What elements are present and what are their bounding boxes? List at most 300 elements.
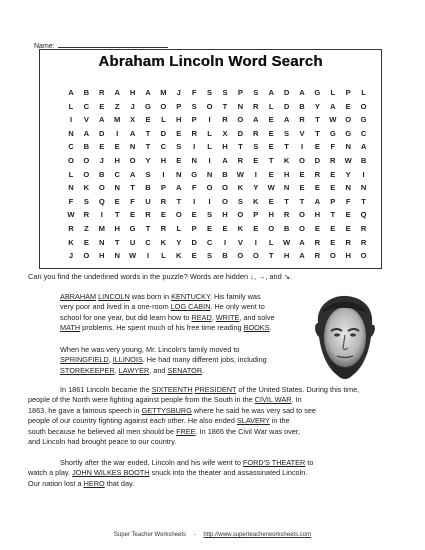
- grid-letter[interactable]: U: [145, 196, 151, 206]
- grid-letter[interactable]: B: [83, 142, 90, 152]
- grid-letter[interactable]: P: [253, 210, 259, 220]
- grid-letter[interactable]: O: [329, 251, 336, 261]
- grid-letter[interactable]: E: [145, 115, 151, 125]
- grid-letter[interactable]: E: [268, 142, 274, 152]
- grid-letter[interactable]: I: [162, 169, 165, 179]
- grid-letter[interactable]: E: [345, 101, 351, 111]
- grid-letter[interactable]: M: [114, 115, 121, 125]
- grid-letter[interactable]: G: [129, 224, 136, 233]
- grid-letter[interactable]: T: [268, 251, 274, 261]
- grid-letter[interactable]: N: [114, 251, 120, 261]
- grid-letter[interactable]: P: [237, 88, 243, 97]
- grid-letter[interactable]: G: [345, 128, 352, 138]
- grid-letter[interactable]: E: [176, 156, 182, 165]
- grid-letter[interactable]: O: [206, 101, 213, 111]
- vocabulary-word: KENTUCKY: [171, 292, 210, 301]
- lincoln-portrait-image: [310, 293, 380, 383]
- grid-letter[interactable]: I: [208, 115, 211, 125]
- grid-letter[interactable]: E: [222, 224, 228, 233]
- grid-letter[interactable]: Y: [314, 101, 320, 111]
- grid-letter[interactable]: X: [222, 128, 228, 138]
- grid-letter[interactable]: N: [68, 128, 74, 138]
- grid-letter[interactable]: Y: [176, 237, 182, 247]
- grid-letter[interactable]: I: [254, 169, 257, 179]
- grid-letter[interactable]: O: [98, 183, 105, 193]
- grid-letter[interactable]: N: [129, 142, 136, 152]
- grid-letter[interactable]: G: [314, 88, 321, 97]
- grid-letter[interactable]: E: [314, 142, 320, 152]
- paragraph-line: [60, 302, 275, 312]
- grid-letter[interactable]: K: [237, 183, 244, 193]
- grid-letter[interactable]: E: [176, 128, 182, 138]
- text-segment: people of the North were fighting against people from the South in the: [28, 395, 255, 405]
- grid-row: [62, 196, 366, 211]
- grid-letter[interactable]: R: [330, 156, 336, 165]
- grid-letter[interactable]: J: [68, 251, 74, 261]
- grid-letter[interactable]: L: [207, 142, 212, 152]
- grid-letter[interactable]: E: [314, 183, 320, 193]
- grid-letter[interactable]: O: [175, 210, 182, 220]
- grid-letter[interactable]: L: [361, 88, 366, 97]
- grid-letter[interactable]: O: [206, 183, 213, 193]
- grid-letter[interactable]: F: [68, 196, 74, 206]
- grid-letter[interactable]: S: [253, 88, 259, 97]
- grid-letter[interactable]: I: [208, 156, 211, 165]
- grid-letter[interactable]: T: [114, 237, 120, 247]
- grid-letter[interactable]: W: [283, 237, 291, 247]
- grid-letter[interactable]: T: [176, 196, 182, 206]
- grid-letter[interactable]: D: [160, 128, 167, 138]
- grid-letter[interactable]: O: [299, 210, 305, 220]
- grid-letter[interactable]: T: [222, 101, 228, 111]
- grid-letter[interactable]: O: [129, 156, 136, 165]
- grid-letter[interactable]: E: [299, 183, 305, 193]
- grid-letter[interactable]: T: [238, 142, 243, 152]
- grid-letter[interactable]: O: [360, 251, 367, 261]
- grid-letter[interactable]: T: [114, 210, 120, 220]
- grid-letter[interactable]: K: [237, 224, 244, 233]
- grid-letter[interactable]: E: [268, 128, 274, 138]
- grid-letter[interactable]: J: [176, 88, 181, 97]
- grid-letter[interactable]: B: [222, 251, 228, 261]
- grid-letter[interactable]: N: [114, 183, 120, 193]
- vocabulary-word: FREE: [176, 426, 196, 436]
- grid-letter[interactable]: K: [176, 251, 182, 261]
- grid-letter[interactable]: H: [222, 210, 228, 220]
- text-segment: . He had many different jobs, including: [142, 355, 267, 365]
- grid-letter[interactable]: S: [191, 101, 197, 111]
- grid-letter[interactable]: A: [330, 101, 336, 111]
- paragraph-line: [28, 479, 313, 489]
- grid-letter[interactable]: J: [99, 156, 104, 165]
- grid-letter[interactable]: I: [69, 115, 73, 125]
- grid-letter[interactable]: N: [360, 183, 367, 193]
- grid-letter[interactable]: S: [207, 251, 213, 261]
- grid-letter[interactable]: A: [268, 88, 274, 97]
- grid-letter[interactable]: O: [360, 101, 367, 111]
- grid-letter[interactable]: F: [191, 88, 197, 97]
- grid-letter[interactable]: N: [206, 169, 213, 179]
- grid-letter[interactable]: I: [100, 210, 103, 220]
- grid-letter[interactable]: E: [330, 169, 336, 179]
- grid-letter[interactable]: E: [299, 169, 305, 179]
- grid-letter[interactable]: D: [99, 128, 105, 138]
- grid-letter[interactable]: E: [114, 196, 120, 206]
- grid-letter[interactable]: W: [129, 251, 137, 261]
- puzzle-frame: [39, 49, 382, 269]
- grid-letter[interactable]: E: [253, 156, 259, 165]
- grid-row: [62, 210, 367, 224]
- vocabulary-word: LAWYER: [118, 365, 150, 375]
- grid-letter[interactable]: C: [83, 101, 90, 111]
- grid-letter[interactable]: E: [207, 224, 213, 233]
- grid-letter[interactable]: I: [193, 142, 196, 152]
- grid-letter[interactable]: Y: [145, 156, 151, 165]
- grid-letter[interactable]: C: [145, 237, 151, 247]
- grid-letter[interactable]: T: [315, 115, 320, 125]
- grid-letter[interactable]: O: [345, 115, 352, 125]
- grid-letter[interactable]: L: [207, 128, 212, 138]
- grid-letter[interactable]: H: [345, 251, 351, 261]
- vocabulary-word: HERO: [83, 478, 105, 488]
- grid-letter[interactable]: E: [330, 183, 336, 193]
- paragraph-line: [28, 406, 359, 416]
- grid-letter[interactable]: S: [284, 128, 290, 138]
- grid-letter[interactable]: N: [345, 142, 351, 152]
- grid-letter[interactable]: A: [129, 128, 136, 138]
- grid-letter[interactable]: I: [223, 237, 227, 247]
- grid-letter[interactable]: R: [160, 196, 167, 206]
- grid-letter[interactable]: R: [222, 115, 228, 125]
- grid-letter[interactable]: I: [254, 237, 257, 247]
- grid-letter[interactable]: I: [116, 128, 119, 138]
- text-segment: in the: [269, 416, 290, 426]
- grid-letter[interactable]: T: [330, 210, 336, 220]
- text-segment: . His family was: [209, 292, 261, 301]
- grid-letter[interactable]: D: [314, 156, 321, 165]
- grid-letter[interactable]: A: [299, 88, 305, 97]
- vocabulary-word: FORD'S THEATER: [242, 458, 306, 467]
- grid-letter[interactable]: E: [268, 115, 274, 125]
- grid-letter[interactable]: W: [67, 210, 75, 220]
- grid-letter[interactable]: A: [129, 169, 136, 179]
- grid-letter[interactable]: B: [145, 183, 151, 193]
- grid-letter[interactable]: R: [145, 210, 151, 220]
- grid-letter[interactable]: A: [99, 115, 105, 125]
- grid-letter[interactable]: R: [345, 237, 351, 247]
- grid-letter[interactable]: R: [253, 101, 259, 111]
- grid-letter[interactable]: A: [176, 183, 182, 193]
- grid-letter[interactable]: I: [300, 142, 304, 152]
- grid-letter[interactable]: T: [268, 156, 274, 165]
- grid-letter[interactable]: P: [160, 183, 166, 193]
- footer-url-link[interactable]: http://www.superteacherworksheets.com: [203, 532, 312, 538]
- grid-letter[interactable]: N: [68, 183, 74, 193]
- grid-letter[interactable]: Z: [114, 101, 120, 111]
- grid-letter[interactable]: D: [283, 88, 290, 97]
- grid-letter[interactable]: S: [145, 169, 151, 179]
- grid-letter[interactable]: Q: [360, 210, 367, 220]
- grid-row: [62, 251, 367, 265]
- grid-letter[interactable]: E: [345, 210, 351, 220]
- grid-letter[interactable]: E: [130, 210, 136, 220]
- grid-letter[interactable]: E: [345, 224, 351, 233]
- text-segment: ,: [108, 355, 113, 365]
- grid-letter[interactable]: L: [268, 101, 274, 111]
- grid-letter[interactable]: P: [345, 88, 351, 97]
- grid-letter[interactable]: B: [283, 224, 290, 233]
- paragraph-presidency: [28, 385, 359, 447]
- grid-letter[interactable]: R: [99, 88, 105, 97]
- vocabulary-word: MATH: [60, 323, 81, 333]
- grid-letter[interactable]: H: [268, 210, 274, 220]
- grid-letter[interactable]: C: [360, 128, 367, 138]
- grid-letter[interactable]: H: [114, 224, 120, 233]
- grid-letter[interactable]: A: [283, 115, 290, 125]
- grid-letter[interactable]: R: [160, 224, 167, 233]
- grid-letter[interactable]: L: [68, 101, 74, 111]
- paragraph-line: [60, 323, 275, 333]
- grid-letter[interactable]: E: [160, 210, 166, 220]
- grid-letter[interactable]: B: [360, 156, 367, 165]
- grid-letter[interactable]: R: [253, 128, 259, 138]
- grid-letter[interactable]: R: [314, 237, 321, 247]
- grid-letter[interactable]: O: [222, 196, 228, 206]
- grid-letter[interactable]: A: [314, 196, 321, 206]
- text-segment: When he was very young, Mr. Lincoln's family moved to: [60, 345, 240, 354]
- grid-letter[interactable]: O: [222, 183, 228, 193]
- grid-letter[interactable]: I: [146, 251, 150, 261]
- grid-letter[interactable]: K: [83, 183, 90, 193]
- grid-row: [62, 101, 367, 116]
- grid-letter[interactable]: C: [68, 142, 74, 152]
- grid-letter[interactable]: R: [360, 237, 367, 247]
- grid-letter[interactable]: R: [237, 156, 244, 165]
- grid-letter[interactable]: E: [253, 224, 259, 233]
- grid-letter[interactable]: K: [68, 237, 74, 247]
- grid-letter[interactable]: T: [361, 196, 366, 206]
- grid-letter[interactable]: M: [160, 88, 167, 97]
- grid-letter[interactable]: H: [129, 88, 136, 97]
- grid-letter[interactable]: O: [299, 156, 305, 165]
- grid-letter[interactable]: T: [145, 142, 151, 152]
- grid-letter[interactable]: U: [129, 237, 136, 247]
- grid-letter[interactable]: E: [268, 196, 274, 206]
- grid-letter[interactable]: H: [99, 251, 105, 261]
- grid-letter[interactable]: B: [299, 101, 305, 111]
- grid-letter[interactable]: R: [83, 210, 90, 220]
- grid-letter[interactable]: S: [207, 210, 213, 220]
- grid-letter[interactable]: A: [83, 128, 90, 138]
- name-blank-line[interactable]: [58, 40, 168, 48]
- grid-letter[interactable]: T: [284, 142, 289, 152]
- grid-letter[interactable]: F: [345, 196, 351, 206]
- paragraph-springfield: [60, 345, 267, 376]
- grid-letter[interactable]: A: [114, 88, 120, 97]
- grid-letter[interactable]: R: [314, 169, 321, 179]
- grid-letter[interactable]: A: [299, 251, 305, 261]
- grid-letter[interactable]: D: [283, 101, 290, 111]
- grid-letter[interactable]: P: [191, 224, 197, 233]
- grid-letter[interactable]: L: [176, 224, 182, 233]
- grid-letter[interactable]: A: [145, 88, 151, 97]
- grid-letter[interactable]: J: [130, 101, 135, 111]
- grid-letter[interactable]: R: [314, 251, 321, 261]
- grid-letter[interactable]: S: [253, 142, 259, 152]
- grid-letter[interactable]: E: [99, 101, 105, 111]
- grid-letter[interactable]: H: [283, 251, 290, 261]
- grid-letter[interactable]: X: [130, 115, 136, 125]
- grid-letter[interactable]: E: [191, 210, 197, 220]
- footer-brand: Super Teacher Worksheets: [113, 532, 187, 538]
- grid-letter[interactable]: E: [314, 224, 320, 233]
- grid-letter[interactable]: N: [99, 237, 105, 247]
- grid-letter[interactable]: L: [68, 169, 74, 179]
- grid-letter[interactable]: R: [360, 224, 367, 233]
- grid-letter[interactable]: E: [191, 251, 197, 261]
- grid-letter[interactable]: T: [145, 224, 151, 233]
- grid-letter[interactable]: N: [345, 183, 351, 193]
- grid-letter[interactable]: S: [207, 88, 213, 97]
- grid-letter[interactable]: E: [114, 142, 120, 152]
- grid-letter[interactable]: R: [191, 128, 197, 138]
- grid-letter[interactable]: O: [83, 156, 90, 165]
- paragraph-assassination: [28, 458, 313, 489]
- paragraph-line: [28, 427, 359, 437]
- grid-letter[interactable]: G: [145, 101, 151, 111]
- grid-letter[interactable]: W: [344, 156, 352, 165]
- grid-letter[interactable]: F: [330, 142, 336, 152]
- grid-letter[interactable]: T: [299, 196, 305, 206]
- footer-separator: -: [193, 532, 196, 538]
- grid-letter[interactable]: H: [160, 156, 167, 165]
- grid-letter[interactable]: P: [330, 196, 336, 206]
- grid-letter[interactable]: C: [206, 237, 213, 247]
- grid-letter[interactable]: H: [314, 210, 321, 220]
- grid-letter[interactable]: W: [236, 169, 244, 179]
- grid-letter[interactable]: G: [329, 128, 336, 138]
- grid-letter[interactable]: H: [176, 115, 182, 125]
- grid-letter[interactable]: N: [237, 101, 244, 111]
- grid-letter[interactable]: Y: [345, 169, 351, 179]
- grid-letter[interactable]: S: [83, 196, 89, 206]
- grid-letter[interactable]: O: [299, 224, 305, 233]
- grid-letter[interactable]: O: [237, 251, 244, 261]
- grid-letter[interactable]: B: [99, 169, 105, 179]
- grid-letter[interactable]: S: [176, 142, 182, 152]
- grid-letter[interactable]: G: [360, 115, 367, 125]
- vocabulary-word: SPRINGFIELD: [60, 355, 109, 365]
- grid-letter[interactable]: T: [130, 183, 135, 193]
- grid-letter[interactable]: K: [283, 156, 290, 165]
- grid-letter[interactable]: Z: [84, 224, 89, 233]
- grid-letter[interactable]: O: [83, 251, 90, 261]
- grid-letter[interactable]: N: [191, 156, 197, 165]
- grid-letter[interactable]: E: [268, 169, 274, 179]
- grid-letter[interactable]: I: [208, 196, 211, 206]
- grid-letter[interactable]: H: [114, 156, 120, 165]
- grid-letter[interactable]: R: [299, 115, 305, 125]
- grid-letter[interactable]: S: [237, 196, 243, 206]
- grid-letter[interactable]: T: [145, 128, 151, 138]
- grid-letter[interactable]: R: [283, 210, 290, 220]
- grid-letter[interactable]: E: [330, 237, 336, 247]
- grid-letter[interactable]: H: [283, 169, 290, 179]
- grid-letter[interactable]: P: [191, 115, 197, 125]
- grid-letter[interactable]: L: [161, 251, 166, 261]
- grid-letter[interactable]: O: [237, 115, 244, 125]
- grid-letter[interactable]: V: [237, 237, 243, 247]
- grid-letter[interactable]: O: [160, 101, 167, 111]
- grid-letter[interactable]: A: [222, 156, 228, 165]
- paragraph-line: [28, 437, 359, 447]
- grid-letter[interactable]: E: [83, 237, 89, 247]
- grid-letter[interactable]: W: [329, 115, 337, 125]
- grid-letter[interactable]: M: [98, 224, 105, 233]
- grid-letter[interactable]: E: [99, 142, 105, 152]
- grid-letter[interactable]: G: [191, 169, 198, 179]
- grid-letter[interactable]: B: [222, 169, 228, 179]
- grid-letter[interactable]: D: [191, 237, 197, 247]
- text-segment: problems. He spent much of his free time reading: [80, 323, 244, 333]
- grid-letter[interactable]: O: [252, 251, 259, 261]
- grid-letter[interactable]: L: [161, 115, 166, 125]
- grid-letter[interactable]: T: [315, 128, 320, 138]
- grid-row: [62, 115, 367, 129]
- grid-letter[interactable]: A: [68, 88, 74, 97]
- vocabulary-word: WRITE: [215, 312, 240, 322]
- grid-letter[interactable]: C: [114, 169, 120, 179]
- grid-letter[interactable]: F: [130, 196, 135, 206]
- text-segment: Our nation lost a: [28, 478, 84, 488]
- grid-letter[interactable]: B: [83, 88, 90, 97]
- grid-letter[interactable]: O: [68, 156, 74, 165]
- grid-letter[interactable]: V: [83, 115, 89, 125]
- grid-letter[interactable]: D: [237, 128, 244, 138]
- grid-letter[interactable]: N: [176, 169, 182, 179]
- grid-letter[interactable]: K: [253, 196, 259, 206]
- grid-letter[interactable]: C: [160, 142, 167, 152]
- grid-letter[interactable]: W: [267, 183, 275, 193]
- grid-letter[interactable]: F: [191, 183, 197, 193]
- grid-letter[interactable]: A: [299, 237, 305, 247]
- grid-letter[interactable]: Q: [98, 196, 105, 206]
- grid-letter[interactable]: I: [193, 196, 196, 206]
- grid-letter[interactable]: S: [222, 88, 228, 97]
- text-segment: . He only went to: [210, 302, 265, 312]
- paragraph-line: [60, 345, 267, 355]
- grid-letter[interactable]: O: [268, 224, 275, 233]
- grid-letter[interactable]: A: [253, 115, 259, 125]
- grid-letter[interactable]: O: [83, 169, 90, 179]
- grid-letter[interactable]: I: [362, 169, 365, 179]
- grid-letter[interactable]: H: [222, 142, 228, 152]
- vocabulary-word: SIXTEENTH: [151, 385, 193, 394]
- grid-letter[interactable]: R: [68, 224, 74, 233]
- grid-letter[interactable]: E: [330, 224, 336, 233]
- grid-letter[interactable]: V: [299, 128, 305, 138]
- grid-letter[interactable]: T: [284, 196, 289, 206]
- grid-letter[interactable]: L: [268, 237, 274, 247]
- grid-letter[interactable]: O: [237, 210, 244, 220]
- grid-letter[interactable]: A: [360, 142, 367, 152]
- grid-letter[interactable]: L: [330, 88, 336, 97]
- grid-letter[interactable]: P: [176, 101, 182, 111]
- grid-letter[interactable]: K: [160, 237, 167, 247]
- grid-letter[interactable]: N: [283, 183, 290, 193]
- grid-letter[interactable]: Y: [253, 183, 259, 193]
- paragraph-line: [28, 416, 359, 426]
